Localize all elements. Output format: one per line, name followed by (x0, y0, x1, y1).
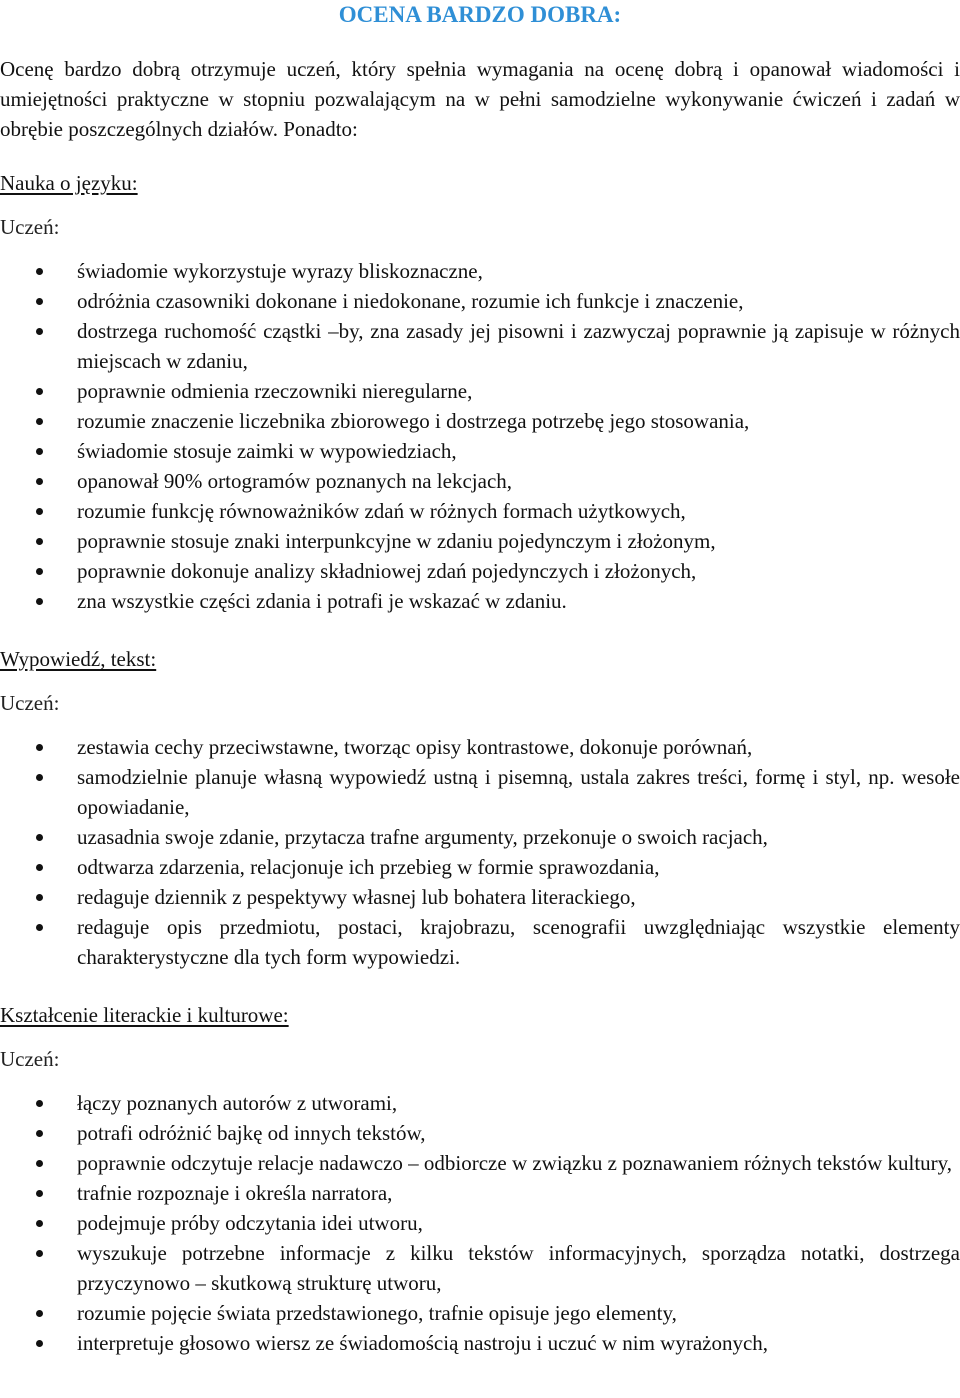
bullet-icon (36, 388, 43, 395)
list-item: opanował 90% ortogramów poznanych na lekcjach, (0, 466, 960, 496)
list-item: odtwarza zdarzenia, relacjonuje ich przebieg w formie sprawozdania, (0, 852, 960, 882)
section-nauka-o-jezyku (0, 168, 960, 616)
list-item: poprawnie odczytuje relacje nadawczo – odbiorcze w związku z poznawaniem różnych tekstów kultury, (0, 1148, 960, 1178)
bullet-icon (36, 894, 43, 901)
list-item: podejmuje próby odczytania idei utworu, (0, 1208, 960, 1238)
bullet-icon (36, 1160, 43, 1167)
list-item: poprawnie dokonuje analizy składniowej zdań pojedynczych i złożonych, (0, 556, 960, 586)
intro-paragraph: Ocenę bardzo dobrą otrzymuje uczeń, który spełnia wymagania na ocenę dobrą i opanował wiadomości i umiejętności praktyczne w stopniu pozwalającym na w pełni samodzielne wykonywanie ćwiczeń i zadań w obrębie poszczególnych działów. Ponadto: (0, 57, 960, 141)
list-item: rozumie funkcję równoważników zdań w różnych formach użytkowych, (0, 496, 960, 526)
list-item: interpretuje głosowo wiersz ze świadomością nastroju i uczuć w nim wyrażonych, (0, 1328, 960, 1358)
bullet-icon (36, 924, 43, 931)
list-item: świadomie stosuje zaimki w wypowiedziach, (0, 436, 960, 466)
bullet-icon (36, 834, 43, 841)
bullet-icon (36, 298, 43, 305)
list-item: rozumie znaczenie liczebnika zbiorowego i dostrzega potrzebę jego stosowania, (0, 406, 960, 436)
list-item: wyszukuje potrzebne informacje z kilku tekstów informacyjnych, sporządza notatki, dostrzega przyczynowo – skutkową strukturę utworu, (0, 1238, 960, 1298)
bullet-icon (36, 1190, 43, 1197)
section-heading: Kształcenie literackie i kulturowe: (0, 1003, 289, 1027)
list-item: świadomie wykorzystuje wyrazy bliskoznaczne, (0, 256, 960, 286)
section-lead: Uczeń: (0, 215, 60, 239)
bullet-icon (36, 448, 43, 455)
bullet-icon (36, 1340, 43, 1347)
bullet-icon (36, 568, 43, 575)
section-wypowiedz-tekst (0, 644, 960, 972)
bullet-icon (36, 1130, 43, 1137)
list-item: dostrzega ruchomość cząstki –by, zna zasady jej pisowni i zazwyczaj poprawnie ją zapisuje w różnych miejscach w zdaniu, (0, 316, 960, 376)
list-item: odróżnia czasowniki dokonane i niedokonane, rozumie ich funkcje i znaczenie, (0, 286, 960, 316)
list-item: potrafi odróżnić bajkę od innych tekstów, (0, 1118, 960, 1148)
list-item: rozumie pojęcie świata przedstawionego, trafnie opisuje jego elementy, (0, 1298, 960, 1328)
bullet-list (0, 732, 960, 972)
list-item: zestawia cechy przeciwstawne, tworząc opisy kontrastowe, dokonuje porównań, (0, 732, 960, 762)
bullet-icon (36, 744, 43, 751)
bullet-list (0, 1088, 960, 1358)
bullet-icon (36, 538, 43, 545)
bullet-icon (36, 1100, 43, 1107)
list-item: zna wszystkie części zdania i potrafi je wskazać w zdaniu. (0, 586, 960, 616)
bullet-icon (36, 268, 43, 275)
section-lead: Uczeń: (0, 1047, 60, 1071)
section-heading: Wypowiedź, tekst: (0, 647, 157, 671)
section-lead: Uczeń: (0, 691, 60, 715)
bullet-icon (36, 328, 43, 335)
list-item: redaguje opis przedmiotu, postaci, krajobrazu, scenografii uwzględniając wszystkie elementy charakterystyczne dla tych form wypowiedzi. (0, 912, 960, 972)
list-item: trafnie rozpoznaje i określa narratora, (0, 1178, 960, 1208)
bullet-icon (36, 598, 43, 605)
list-item: łączy poznanych autorów z utworami, (0, 1088, 960, 1118)
bullet-icon (36, 478, 43, 485)
bullet-icon (36, 1250, 43, 1257)
bullet-icon (36, 1220, 43, 1227)
section-ksztalcenie-literackie (0, 1000, 960, 1358)
bullet-icon (36, 508, 43, 515)
bullet-icon (36, 774, 43, 781)
list-item: samodzielnie planuje własną wypowiedź ustną i pisemną, ustala zakres treści, formę i styl, np. wesołe opowiadanie, (0, 762, 960, 822)
bullet-list (0, 256, 960, 616)
list-item: poprawnie odmienia rzeczowniki nieregularne, (0, 376, 960, 406)
bullet-icon (36, 864, 43, 871)
bullet-icon (36, 418, 43, 425)
page-title: OCENA BARDZO DOBRA: (338, 2, 622, 27)
list-item: redaguje dziennik z pespektywy własnej lub bohatera literackiego, (0, 882, 960, 912)
list-item: poprawnie stosuje znaki interpunkcyjne w zdaniu pojedynczym i złożonym, (0, 526, 960, 556)
list-item: uzasadnia swoje zdanie, przytacza trafne argumenty, przekonuje o swoich racjach, (0, 822, 960, 852)
section-heading: Nauka o języku: (0, 171, 138, 195)
bullet-icon (36, 1310, 43, 1317)
